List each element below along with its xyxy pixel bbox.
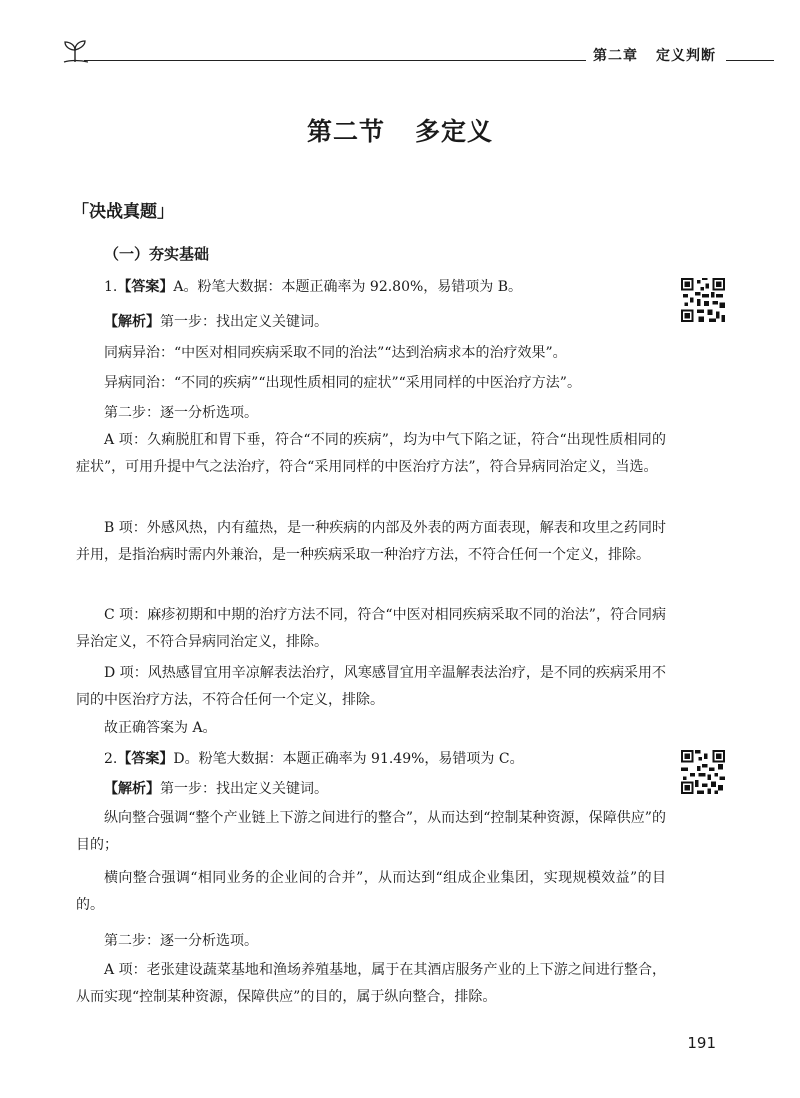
qr-code-icon [681, 278, 725, 322]
chapter-number: 第二章 [593, 48, 638, 64]
q1-analysis [76, 309, 666, 336]
q1-option-a: A 项：久痢脱肛和胃下垂，符合“不同的疾病”，均为中气下陷之证，符合“出现性质相同的症状”，可用升提中气之法治疗，符合“采用同样的中医治疗方法”，符合异病同治定义，当选。 [76, 432, 666, 475]
q1-number: 1. [104, 279, 118, 295]
q1-option-c: C 项：麻疹初期和中期的治疗方法不同，符合“中医对相同疾病采取不同的治法”，符合同病异治定义，不符合异病同治定义，排除。 [76, 607, 666, 650]
page-title [0, 112, 800, 148]
section-heading: 「决战真题」 [72, 202, 174, 222]
q1-step1: 第一步：找出定义关键词。 [160, 314, 328, 330]
q2-definition-1: 纵向整合强调“整个产业链上下游之间进行的整合”，从而达到“控制某种资源，保障供应”的目的； [76, 810, 666, 853]
q2-analysis [76, 776, 666, 803]
page-title-section: 第二节 [306, 117, 385, 146]
q1-option-b: B 项：外感风热，内有蕴热，是一种疾病的内部及外表的两方面表现，解表和攻里之药同时并用，是指治病时需内外兼治，是一种疾病采取一种治疗方法，不符合任何一个定义，排除。 [76, 520, 666, 563]
q2-answer-text: D。粉笔大数据：本题正确率为 91.49%，易错项为 C。 [173, 751, 524, 767]
q2-step1: 第一步：找出定义关键词。 [160, 781, 328, 797]
q1-definition-2: 异病同治：“不同的疾病”“出现性质相同的症状”“采用同样的中医治疗方法”。 [104, 375, 581, 391]
q2-option-a: A 项：老张建设蔬菜基地和渔场养殖基地，属于在其酒店服务产业的上下游之间进行整合，从而实现“控制某种资源，保障供应”的目的，属于纵向整合，排除。 [76, 962, 666, 1005]
q2-analysis-label: 【解析】 [104, 781, 160, 797]
running-header [62, 36, 774, 66]
q2-answer [76, 746, 666, 773]
q1-answer [76, 274, 666, 301]
q2-number: 2. [104, 751, 118, 767]
q1-definition-1: 同病异治：“中医对相同疾病采取不同的治法”“达到治病求本的治疗效果”。 [104, 345, 567, 361]
q2-answer-label: 【答案】 [117, 751, 174, 767]
q1-option-d: D 项：风热感冒宜用辛凉解表法治疗，风寒感冒宜用辛温解表法治疗，是不同的疾病采用不同的中医治疗方法，不符合任何一个定义，排除。 [76, 665, 666, 708]
header-rule-right [726, 60, 774, 61]
q2-step2: 第二步：逐一分析选项。 [104, 933, 258, 949]
q1-answer-label: 【答案】 [117, 279, 174, 295]
q1-answer-text: A。粉笔大数据：本题正确率为 92.80%，易错项为 B。 [173, 279, 523, 295]
page-title-topic: 多定义 [415, 117, 494, 146]
q1-step2: 第二步：逐一分析选项。 [104, 405, 258, 421]
page-number: 191 [687, 1034, 716, 1052]
subsection-heading: （一）夯实基础 [104, 245, 210, 263]
qr-code-icon [681, 750, 725, 794]
qr-code-q2[interactable] [681, 750, 725, 794]
q1-conclusion: 故正确答案为 A。 [104, 720, 217, 736]
q2-definition-2: 横向整合强调“相同业务的企业间的合并”，从而达到“组成企业集团，实现规模效益”的目的。 [76, 870, 666, 913]
chapter-topic: 定义判断 [656, 48, 716, 64]
q1-analysis-label: 【解析】 [104, 314, 160, 330]
chapter-label [587, 45, 722, 65]
qr-code-q1[interactable] [681, 278, 725, 322]
header-rule-left [84, 60, 586, 61]
